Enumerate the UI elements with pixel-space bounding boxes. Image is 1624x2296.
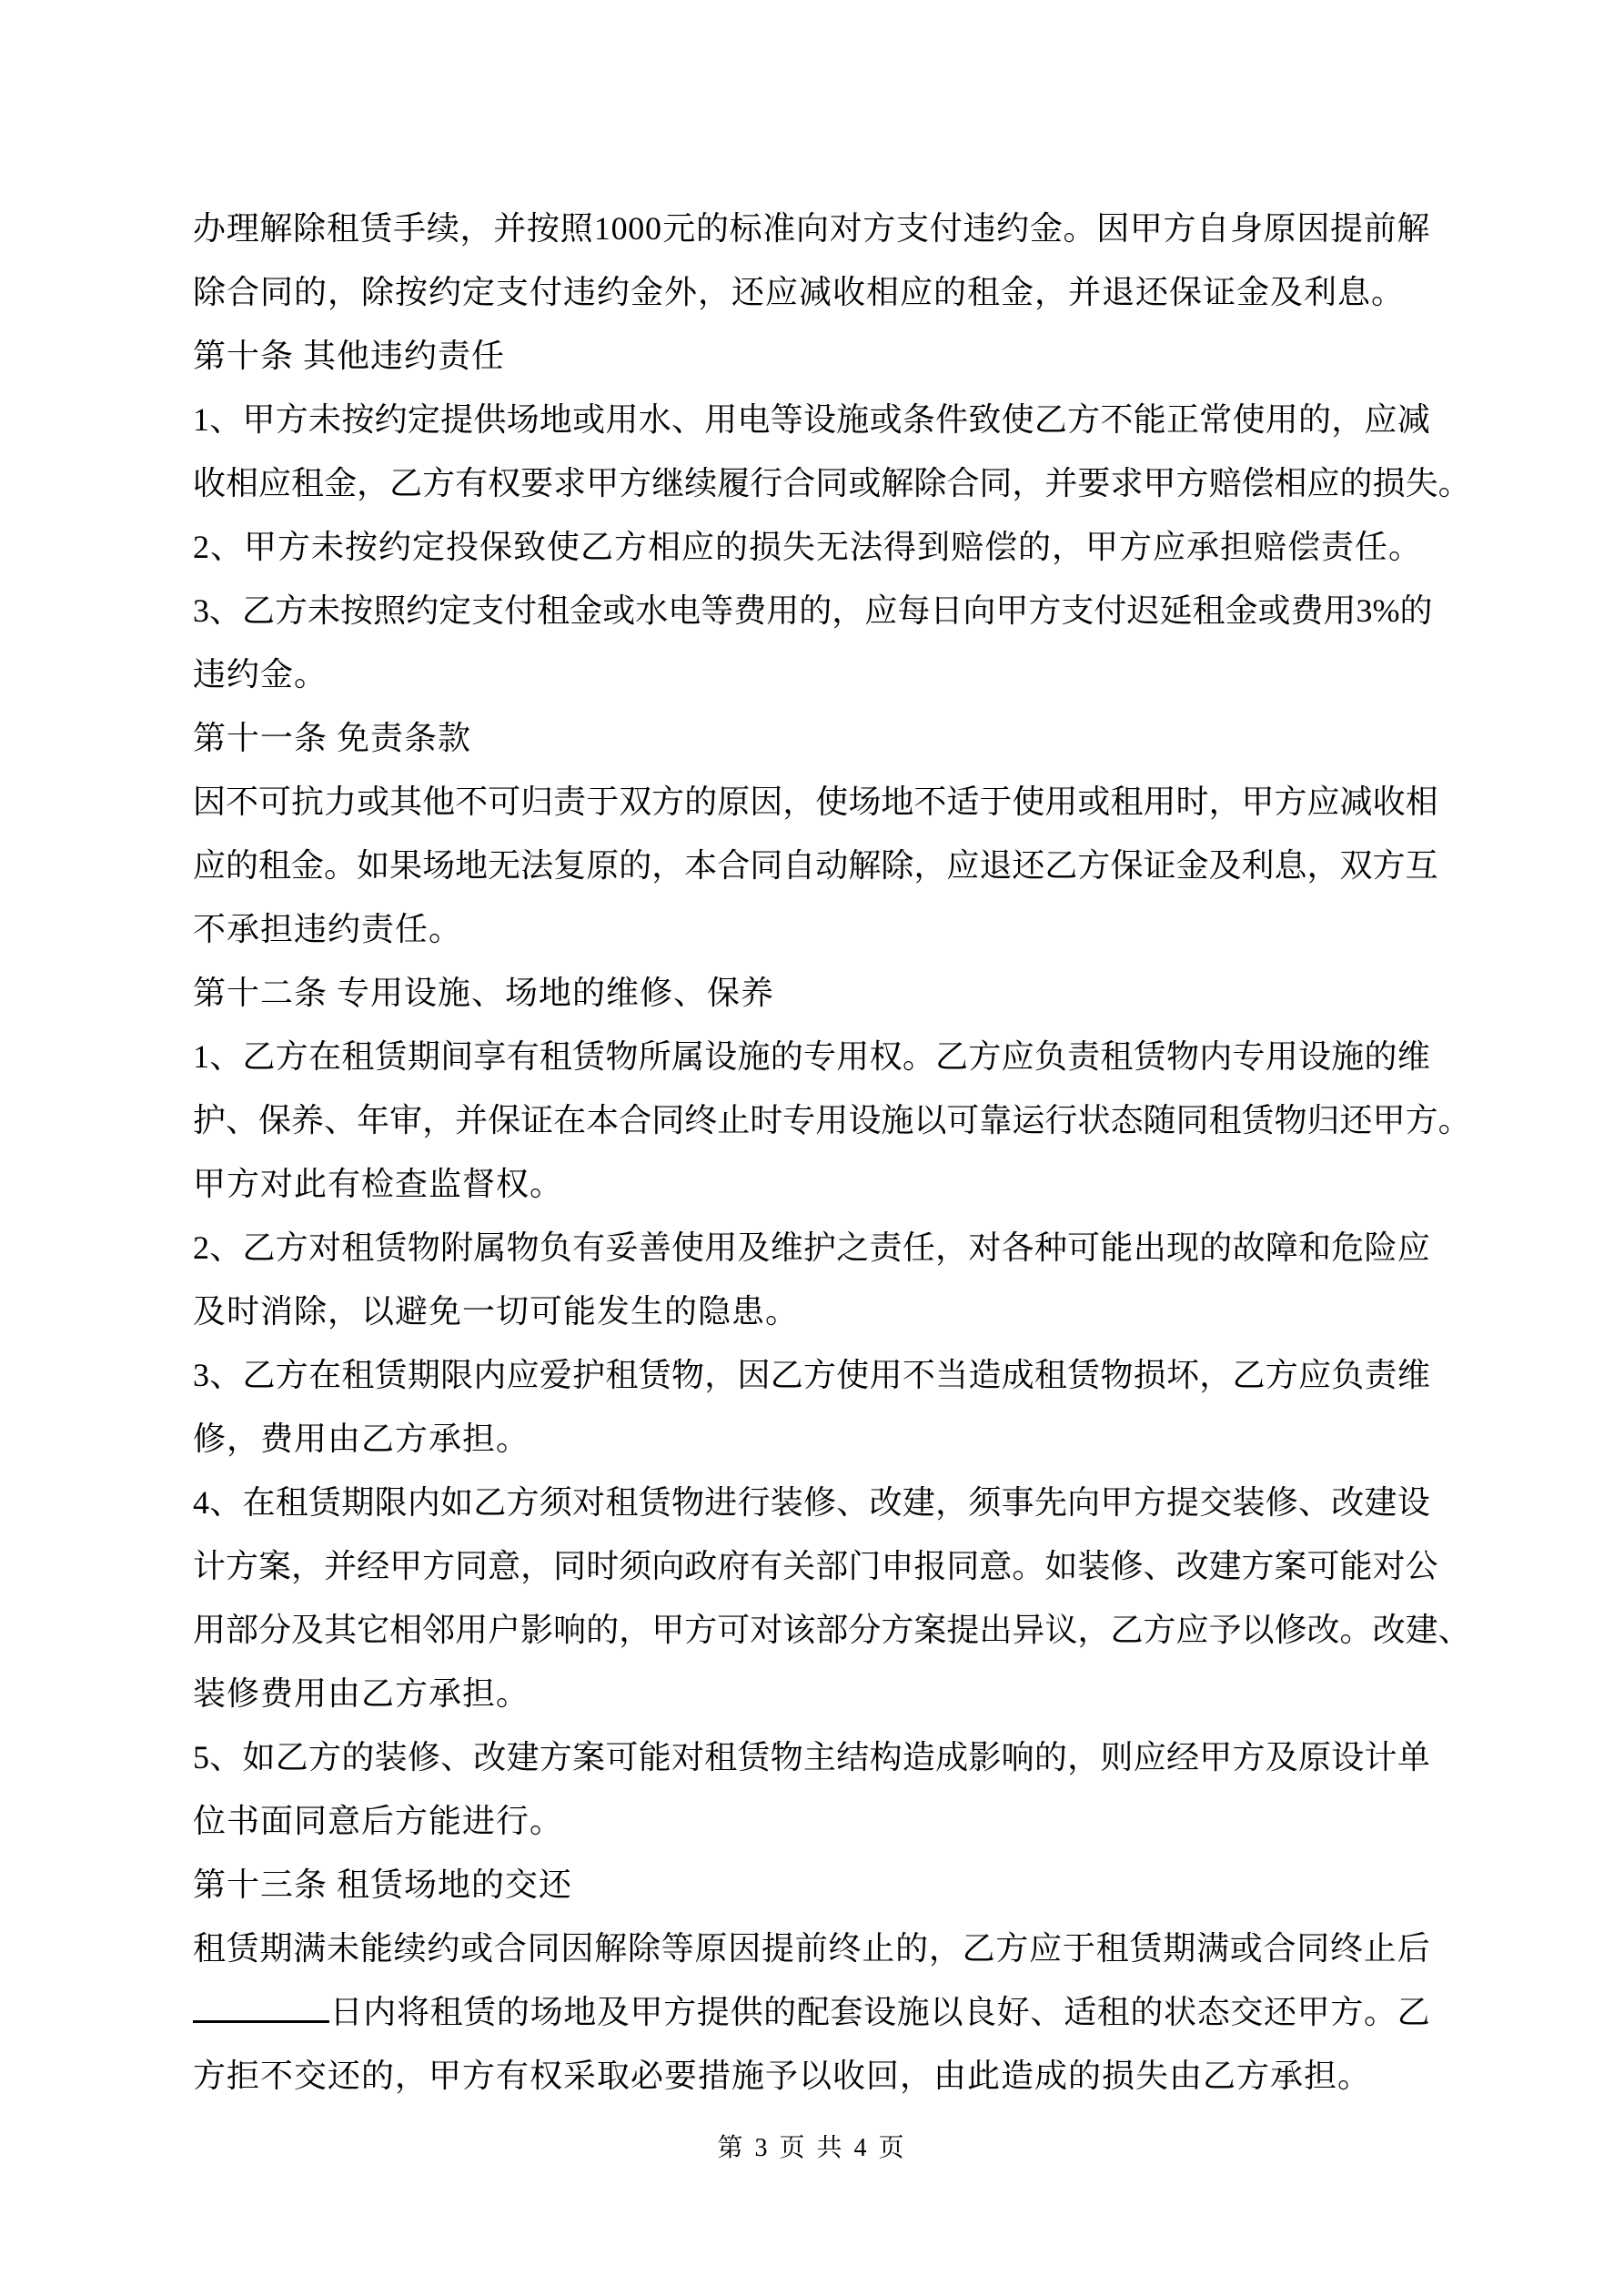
clause-heading: 第十三条 租赁场地的交还 (193, 1866, 573, 1903)
paragraph-line: 用 部 分 及 其 它 相 邻 用 户 影 响 的 ， 甲 方 可 对 该 部 分 方 案 提 出 异 议 ， 乙 方 应 予 以 修 改 。 改 建 、 (193, 1612, 1471, 1648)
paragraph-line: 违约金。 (193, 656, 328, 693)
document-body (193, 197, 1471, 2108)
clause-heading: 第十条 其他违约责任 (193, 338, 506, 374)
paragraph-line: 不承担违约责任。 (193, 911, 463, 947)
paragraph-line: 修，费用由乙方承担。 (193, 1421, 530, 1457)
paragraph-line: 1 、 甲 方 未 按 约 定 提 供 场 地 或 用 水 、 用 电 等 设 施 或 条 件 致 使 乙 方 不 能 正 常 使 用 的 ， 应 减 (193, 401, 1430, 438)
paragraph-line: 5 、 如 乙 方 的 装 修 、 改 建 方 案 可 能 对 租 赁 物 主 结 构 造 成 影 响 的 ， 则 应 经 甲 方 及 原 设 计 单 (193, 1739, 1430, 1775)
paragraph-line: 1 、 乙 方 在 租 赁 期 间 享 有 租 赁 物 所 属 设 施 的 专 用 权 。 乙 方 应 负 责 租 赁 物 内 专 用 设 施 的 维 (193, 1038, 1430, 1075)
paragraph-line: 装修费用由乙方承担。 (193, 1675, 530, 1712)
paragraph-line: 甲方对此有检查监督权。 (193, 1166, 564, 1202)
page-number-text: 第 3 页 共 4 页 (717, 2134, 907, 2162)
paragraph-line: 因 不 可 抗 力 或 其 他 不 可 归 责 于 双 方 的 原 因 ， 使 场 地 不 适 于 使 用 或 租 用 时 ， 甲 方 应 减 收 相 (193, 784, 1438, 820)
paragraph-line: 方拒不交还的，甲方有权采取必要措施予以收回，由此造成的损失由乙方承担。 (193, 2058, 1372, 2094)
clause-heading: 第十二条 专用设施、场地的维修、保养 (193, 975, 775, 1011)
paragraph-line: 收 相 应 租 金 ， 乙 方 有 权 要 求 甲 方 继 续 履 行 合 同 或 解 除 合 同 ， 并 要 求 甲 方 赔 偿 相 应 的 损 失 。 (193, 465, 1471, 501)
paragraph-line: 日 内 将 租 赁 的 场 地 及 甲 方 提 供 的 配 套 设 施 以 良 好 、 适 租 的 状 态 交 还 甲 方 。 乙 (193, 1980, 1430, 2044)
paragraph-line: 计 方 案 ， 并 经 甲 方 同 意 ， 同 时 须 向 政 府 有 关 部 门 申 报 同 意 。 如 装 修 、 改 建 方 案 可 能 对 公 (193, 1548, 1438, 1584)
paragraph-line: 应 的 租 金 。 如 果 场 地 无 法 复 原 的 ， 本 合 同 自 动 解 除 ， 应 退 还 乙 方 保 证 金 及 利 息 ， 双 方 互 (193, 847, 1438, 884)
paragraph-line: 位书面同意后方能进行。 (193, 1803, 564, 1839)
paragraph-line: 4 、 在 租 赁 期 限 内 如 乙 方 须 对 租 赁 物 进 行 装 修 、 改 建 ， 须 事 先 向 甲 方 提 交 装 修 、 改 建 设 (193, 1484, 1430, 1521)
paragraph-line: 租 赁 期 满 未 能 续 约 或 合 同 因 解 除 等 原 因 提 前 终 止 的 ， 乙 方 应 于 租 赁 期 满 或 合 同 终 止 后 (193, 1930, 1430, 1967)
paragraph-line: 3 、 乙 方 未 按 照 约 定 支 付 租 金 或 水 电 等 费 用 的 ， 应 每 日 向 甲 方 支 付 迟 延 租 金 或 费 用 3 % 的 (193, 592, 1433, 629)
paragraph-line: 3 、 乙 方 在 租 赁 期 限 内 应 爱 护 租 赁 物 ， 因 乙 方 使 用 不 当 造 成 租 赁 物 损 坏 ， 乙 方 应 负 责 维 (193, 1357, 1430, 1393)
fill-in-blank-underline (193, 1984, 329, 2023)
clause-heading: 第十一条 免责条款 (193, 720, 472, 756)
page-footer (0, 2128, 1624, 2164)
paragraph-line: 除合同的，除按约定支付违约金外，还应减收相应的租金，并退还保证金及利息。 (193, 274, 1406, 310)
paragraph-line: 及时消除，以避免一切可能发生的隐患。 (193, 1293, 800, 1330)
paragraph-line: 2、甲方未按约定投保致使乙方相应的损失无法得到赔偿的，甲方应承担赔偿责任。 (193, 529, 1423, 565)
paragraph-line: 2 、 乙 方 对 租 赁 物 附 属 物 负 有 妥 善 使 用 及 维 护 之 责 任 ， 对 各 种 可 能 出 现 的 故 障 和 危 险 应 (193, 1229, 1430, 1266)
paragraph-line: 办 理 解 除 租 赁 手 续 ， 并 按 照 1 0 0 0 元 的 标 准 向 对 方 支 付 违 约 金 。 因 甲 方 自 身 原 因 提 前 解 (193, 210, 1430, 247)
paragraph-line: 护 、 保 养 、 年 审 ， 并 保 证 在 本 合 同 终 止 时 专 用 设 施 以 可 靠 运 行 状 态 随 同 租 赁 物 归 还 甲 方 。 (193, 1102, 1471, 1138)
